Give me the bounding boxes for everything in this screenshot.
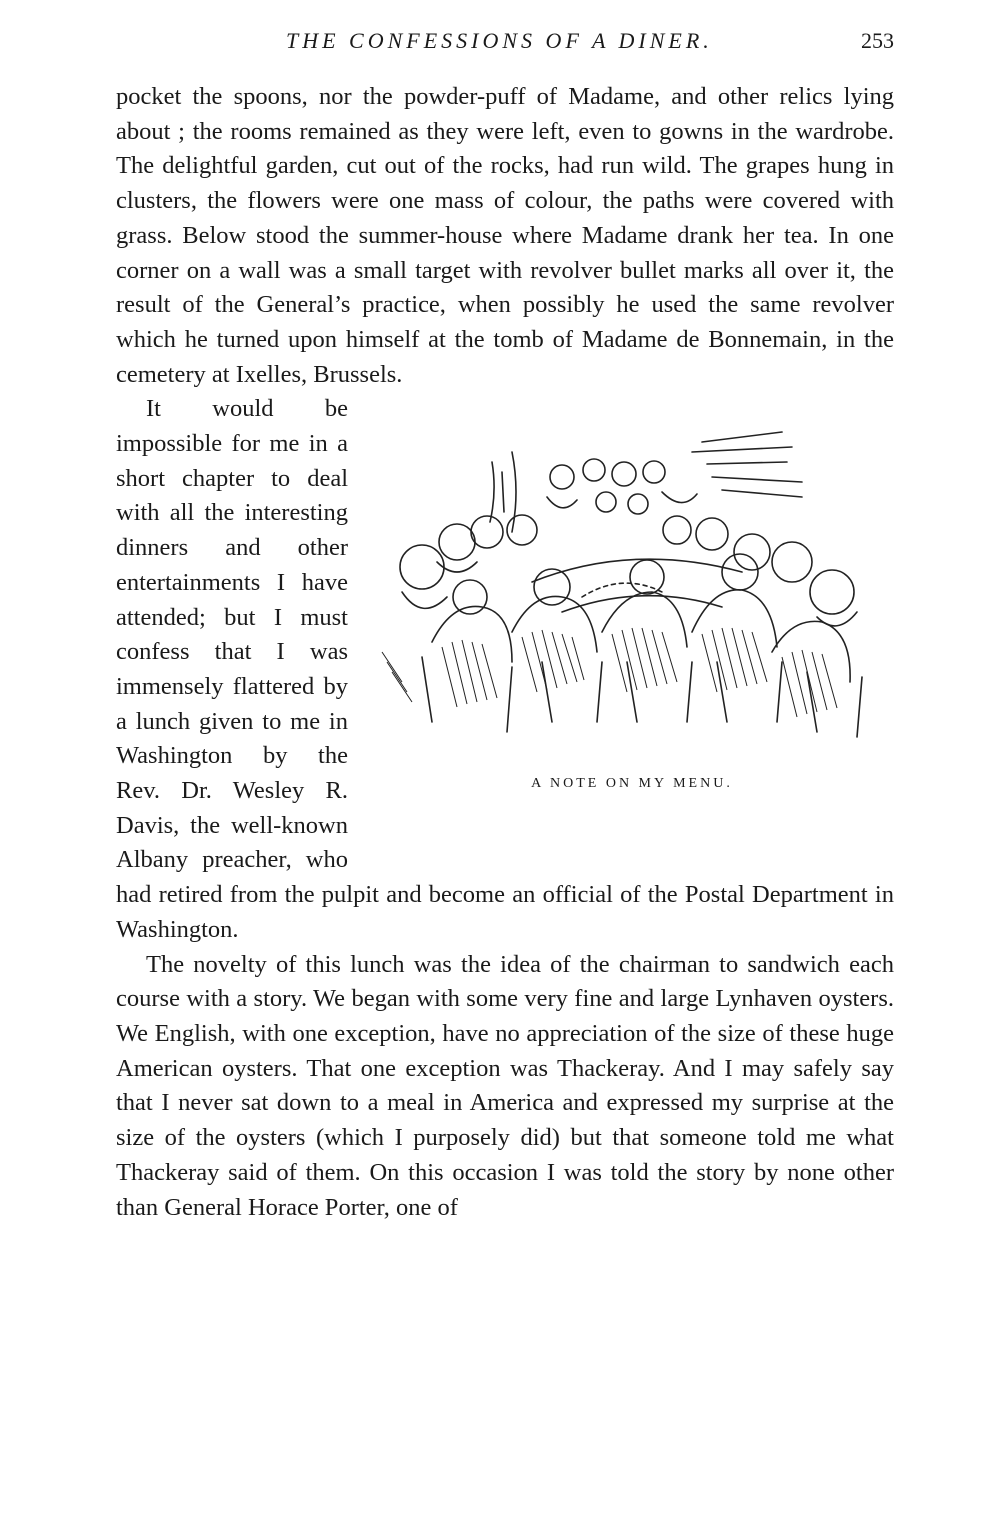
- page-number: 253: [861, 28, 894, 53]
- body-text: [116, 80, 894, 1225]
- figure-caption: A NOTE ON MY MENU.: [531, 776, 733, 792]
- dinner-party-illustration: [362, 422, 902, 762]
- paragraph-1: pocket the spoons, nor the powder-puff of Madame, and other relics lying about ; the rooms remained as they were left, even to gowns in the wardrobe. The delightful garden, cut out of the rocks, had run wild. The grapes hung in clusters, the flowers were one mass of colour, the paths were covered with grass. Below stood the summer-house where Madame drank her tea. In one corner on a wall was a small target with revolver bullet marks all over it, the result of the General’s practice, when possibly he used the same revolver which he turned upon himself at the tomb of Madame de Bonnemain, in the cemetery at Ixelles, Brussels.: [116, 83, 894, 388]
- page-header: [116, 28, 894, 58]
- running-title: THE CONFESSIONS OF A DINER.: [286, 28, 713, 53]
- illustration-figure: [362, 422, 902, 842]
- paragraph-2: It would be impossible for me in a short chapter to deal with all the interesting dinners and other entertainments I have attended; but I must confess that I was immensely flattered by a lunch given to me in Washington by the Rev. Dr. Wesley R. Davis, the well-known Albany preacher, who had retired from the pulpit and become an official of the Postal Department in Washington.: [116, 395, 894, 943]
- paragraph-3: The novelty of this lunch was the idea of the chairman to sandwich each course with a story. We began with some very fine and large Lynhaven oysters. We English, with one exception, have no appreciation of the size of these huge American oysters. That one exception was Thackeray. And I may safely say that I never sat down to a meal in America and expressed my surprise at the size of the oysters (which I purposely did) but that someone told me what Thackeray said of them. On this occasion I was told the story by none other than General Horace Porter, one of: [116, 950, 894, 1221]
